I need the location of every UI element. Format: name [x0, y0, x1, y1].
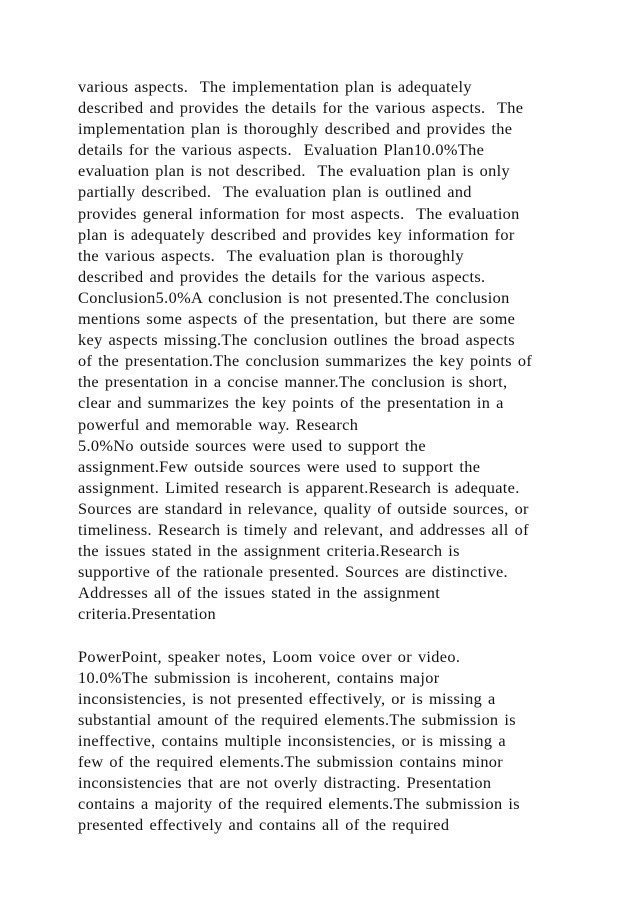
text-line: mentions some aspects of the presentation, but there are some — [78, 309, 516, 329]
text-line: few of the required elements.The submission contains minor — [78, 752, 504, 771]
text-line: substantial amount of the required elements.The submission is — [78, 709, 516, 729]
text-line: described and provides the details for the various aspects. The — [78, 98, 524, 118]
text-line: supportive of the rationale presented. Sources are distinctive. — [78, 562, 508, 582]
text-line: Conclusion5.0%A conclusion is not presented.The conclusion — [78, 287, 510, 307]
body-text — [78, 76, 578, 835]
text-line: ineffective, contains multiple inconsistencies, or is missing a — [78, 730, 506, 750]
text-line: criteria.Presentation — [78, 604, 216, 624]
text-line: the various aspects. The evaluation plan is thoroughly — [78, 245, 464, 265]
text-line: PowerPoint, speaker notes, Loom voice over or video. — [78, 646, 461, 666]
text-line: assignment.Few outside sources were used to support the — [78, 456, 481, 476]
text-line: the issues stated in the assignment criteria.Research is — [78, 541, 460, 561]
text-line: details for the various aspects. Evaluation Plan10.0%The — [78, 140, 485, 160]
text-line: 5.0%No outside sources were used to support the — [78, 435, 426, 455]
text-line: 10.0%The submission is incoherent, contains major — [78, 667, 440, 687]
blank-line — [78, 624, 578, 645]
text-line: Addresses all of the issues stated in the assignment — [78, 583, 441, 603]
text-line: timeliness. Research is timely and relevant, and addresses all of — [78, 519, 529, 539]
text-line: implementation plan is thoroughly described and provides the — [78, 119, 513, 139]
text-line: contains a majority of the required elements.The submission is — [78, 794, 520, 814]
text-line: presented effectively and contains all of the required — [78, 815, 450, 835]
text-line: provides general information for most aspects. The evaluation — [78, 203, 520, 223]
text-line: various aspects. The implementation plan is adequately — [78, 77, 472, 96]
text-line: partially described. The evaluation plan is outlined and — [78, 182, 472, 202]
text-line: of the presentation.The conclusion summarizes the key points of — [78, 351, 533, 371]
text-line: powerful and memorable way. Research — [78, 414, 359, 434]
text-line: inconsistencies, is not presented effectively, or is missing a — [78, 688, 496, 708]
text-line: key aspects missing.The conclusion outlines the broad aspects — [78, 330, 515, 350]
text-line: the presentation in a concise manner.The conclusion is short, — [78, 372, 508, 392]
text-line: Sources are standard in relevance, quality of outside sources, or — [78, 498, 529, 518]
text-line: clear and summarizes the key points of the presentation in a — [78, 393, 504, 413]
text-line: inconsistencies that are not overly distracting. Presentation — [78, 773, 492, 793]
text-line: assignment. Limited research is apparent.Research is adequate. — [78, 477, 520, 497]
text-line: plan is adequately described and provides key information for — [78, 224, 515, 244]
text-line: described and provides the details for the various aspects. — [78, 266, 486, 286]
text-line: evaluation plan is not described. The evaluation plan is only — [78, 161, 511, 181]
